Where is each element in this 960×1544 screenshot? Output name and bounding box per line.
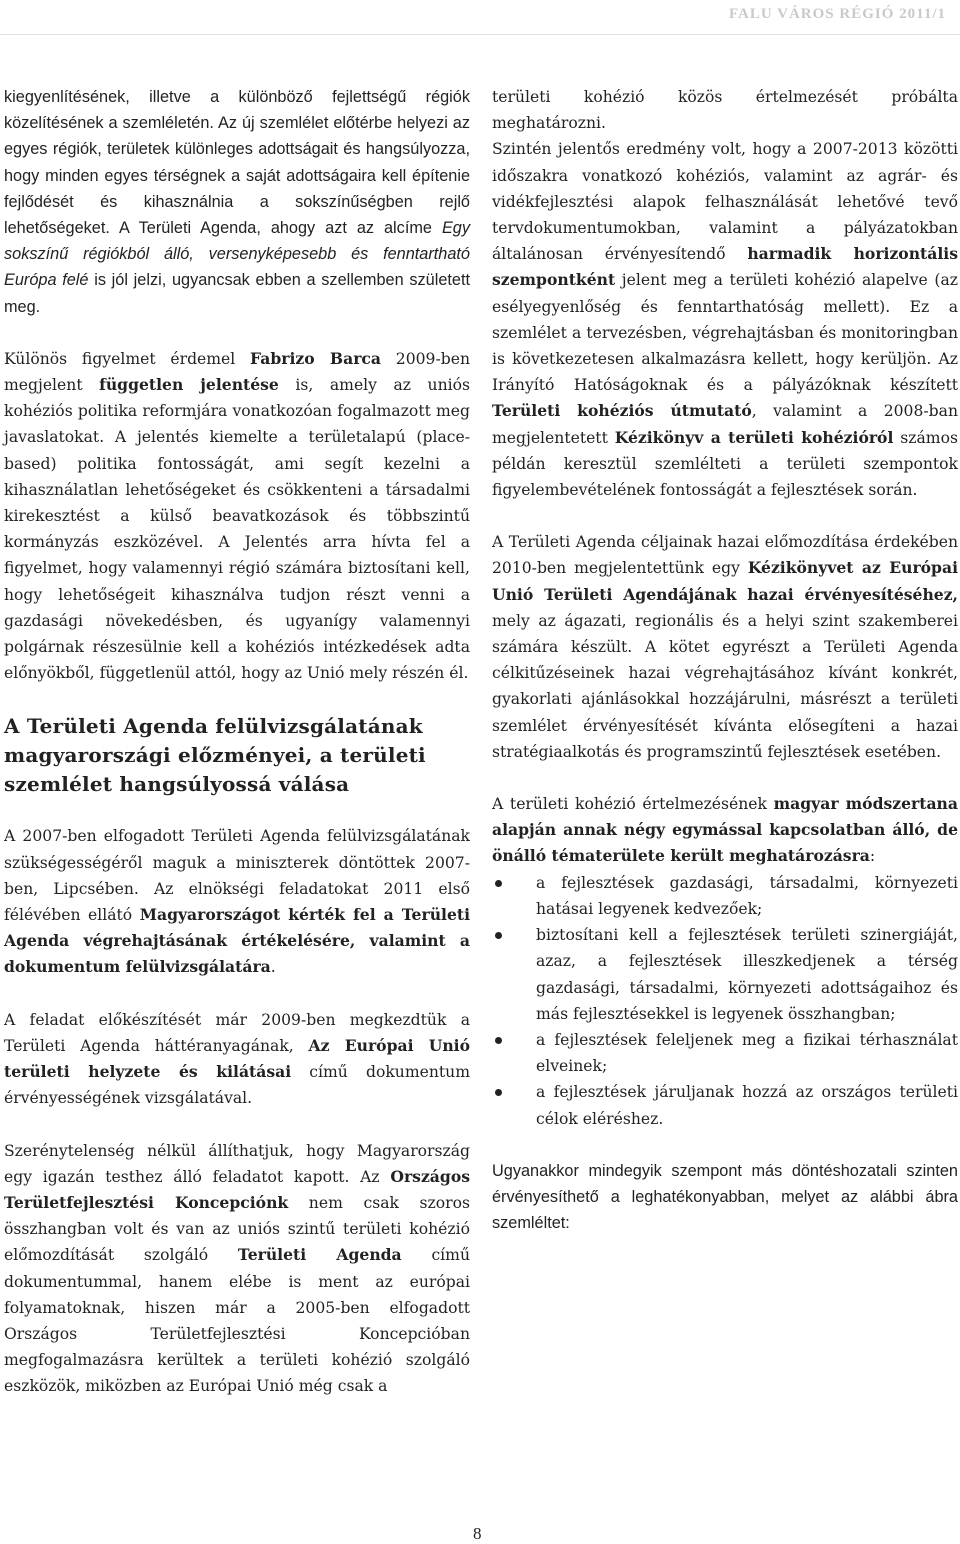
handbook-text-2: mely az ágazati, regionális és a helyi szint szakemberei számára készült. A kötet egyrészt a Területi Agenda célkitűzéseinek hazai végrehajtásához kívánt konkrét, gyakorlati ajánlásokkal hozzájárulni, másrészt a területi szemlélet érvényesítését kívánta elősegíteni a hazai stratégiaalkotás és programszintű fejlesztések esetében. (492, 611, 958, 761)
concept-text: Szerénytelenség nélkül állíthatjuk, hogy Magyarország egy igazán testhez álló feladatot kapott. Az (4, 1141, 470, 1186)
bullet-icon (495, 1089, 502, 1096)
list-item (492, 870, 958, 922)
barca-text: Különös figyelmet érdemel (4, 349, 251, 368)
prep-document-title: Az Európai Unió területi helyzete és kilátásai (4, 1035, 471, 1082)
page-number: 8 (473, 1524, 482, 1543)
method-text-2: : (869, 847, 876, 866)
agenda-subtitle: Egy sokszínű régiókból álló, versenyképesebb és fenntartható Európa felé (4, 219, 470, 290)
intro-paragraph (4, 84, 470, 320)
review-emphasis: Magyarországot kérték fel a Területi Agenda végrehajtásának értékelésére, valamint a dokumentum felülvizsgálatára (4, 905, 471, 977)
barca-paragraph (4, 346, 470, 687)
methodology-paragraph (492, 791, 958, 870)
handbook-text: A Területi Agenda céljainak hazai előmozdítása érdekében 2010-ben megjelentettünk egy (492, 533, 958, 578)
review-text: A 2007-ben elfogadott Területi Agenda felülvizsgálatának szükségességéről maguk a miniszterek döntöttek 2007-ben, Lipcsében. Az elnökségi feladatokat 2011 első félévében ellátó (4, 827, 470, 925)
list-item (492, 1027, 958, 1079)
continuation-text: területi kohézió közös értelmezését próbálta meghatározni. (492, 88, 958, 133)
section-heading: A Területi Agenda felülvizsgálatának magyarországi előzményei, a területi szemlélet hangsúlyossá válása (4, 714, 426, 797)
running-header: FALU VÁROS RÉGIÓ 2011/1 (728, 6, 946, 22)
prep-text: A feladat előkészítését már 2009-ben megkezdtük a Területi Agenda háttéranyagának, (4, 1010, 470, 1055)
intro-text-2: A Területi Agenda, ahogy azt az alcíme (109, 219, 442, 238)
method-emphasis: magyar módszertana alapján annak négy egymással kapcsolatban álló, de önálló tématerülete került meghatározásra (492, 794, 959, 866)
list-item (492, 1079, 958, 1131)
bullet-icon (495, 880, 502, 887)
concept-name: Országos Területfejlesztési Koncepciónk (4, 1166, 470, 1212)
handbook-title: Kézikönyv a területi kohézióról (614, 427, 894, 447)
agenda-name: Területi Agenda (237, 1245, 402, 1265)
list-item (492, 922, 958, 1027)
barca-text-2: 2009-ben megjelent (4, 349, 470, 395)
results-text-3: , valamint a 2008-ban megjelentetett (492, 402, 958, 447)
results-text-2: jelent meg a területi kohézió alapelve (az esélyegyenlőség és fenntarthatóság mellett). Ez a szemlélet a tervezésben, végrehajtásban és monitoringban is következetesen alkalmazásra kellett, hogy kerüljön. Az Irányító Hatóságoknak és a pályázóknak készített (492, 271, 958, 395)
intro-text-3: is jól jelzi, ugyancsak ebben a szellemben született meg. (4, 271, 470, 316)
barca-name: Fabrizo Barca (250, 348, 382, 368)
guide-title: Területi kohéziós útmutató (492, 401, 752, 421)
right-column (492, 84, 958, 1262)
intro-text: kiegyenlítésének, illetve a különböző fejlettségű régiók közelítésének a szemléletén. Az új szemlélet előtérbe helyezi az egyes régiók, területek különleges adottságait és hangsúlyozza, hogy minden egyes térségnek a saját adottságaira kell építenie fejlődését és kihasználnia a sokszínűségben rejlő lehetőségeket. (4, 88, 470, 238)
list-item-text: biztosítani kell a fejlesztések területi szinergiáját, azaz, a fejlesztések illeszkedjenek a térség gazdasági, társadalmi, környezeti adottságaihoz és más fejlesztésekkel is legyenek összhangban; (536, 926, 958, 1023)
results-emphasis: harmadik horizontális szempontként (492, 244, 958, 290)
results-text-4: számos példán keresztül szemlélteti a területi szempontok figyelembevételének fontosságát a fejlesztések során. (492, 428, 958, 500)
method-text: A területi kohézió értelmezésének (492, 795, 774, 814)
concept-paragraph (4, 1138, 470, 1400)
left-column (4, 84, 470, 1400)
list-item-text: a fejlesztések gazdasági, társadalmi, környezeti hatásai legyenek kedvezőek; (536, 873, 958, 918)
concept-text-2: nem csak szoros összhangban volt és van az uniós szintű területi kohézió előmozdítását szolgáló (4, 1193, 470, 1265)
bullet-icon (495, 1037, 502, 1044)
handbook-emphasis: Kézikönyvet az Európai Unió Területi Agendájának hazai érvényesítéséhez, (492, 558, 958, 604)
header-divider (0, 34, 960, 35)
results-text: Szintén jelentős eredmény volt, hogy a 2007-2013 közötti időszakra vonatkozó kohéziós, valamint az agrár- és vidékfejlesztési alapok felhasználását lehetővé tevő tervdokumentumokban, valamint a pályázatokban általánosan érvényesítendő (492, 140, 958, 264)
prep-text-2: című dokumentum érvényességének vizsgálatával. (4, 1063, 470, 1108)
review-text-2: . (270, 958, 276, 977)
handbook-paragraph (492, 529, 958, 765)
closing-paragraph: Ugyanakkor mindegyik szempont más döntéshozatali szinten érvényesíthető a leghatékonyabban, melyet az alábbi ábra szemléltet: (492, 1161, 958, 1233)
results-paragraph (492, 136, 958, 503)
bullet-icon (495, 932, 502, 939)
preparation-paragraph (4, 1007, 470, 1112)
theme-list (492, 870, 958, 1132)
concept-text-3: című dokumentummal, hanem elébe is ment az európai folyamatoknak, hiszen már a 2005-ben elfogadott Országos Területfejlesztési Koncepcióban megfogalmazásra kerültek a területi kohézió szolgáló eszközök, miközben az Európai Unió még csak a (4, 1246, 470, 1396)
list-item-text: a fejlesztések járuljanak hozzá az országos területi célok eléréshez. (536, 1083, 958, 1128)
review-paragraph (4, 823, 470, 980)
barca-text-3: is, amely az uniós kohéziós politika reformjára vonatkozóan fogalmazott meg javaslatokat. A jelentés kiemelte a területalapú (place-based) politika fontosságát, ami segít kezelni a kihasználatlan lehetőségeket és csökkenteni a társadalmi kirekesztést a külső beavatkozások és többszintű kormányzás eszközével. A Jelentés arra hívta fel a figyelmet, hogy valamennyi régió számára biztosítani kell, hogy lehetőségeit kihasználva tudjon részt venni a gazdasági növekedésben, és ugyanígy valamennyi polgárnak részesülnie kell a kohéziós intézkedések adta előnyökből, függetlenül attól, hogy az Unió mely részén él. (4, 376, 470, 683)
barca-report: független jelentése (99, 375, 279, 395)
list-item-text: a fejlesztések feleljenek meg a fizikai térhasználat elveinek; (536, 1030, 958, 1076)
